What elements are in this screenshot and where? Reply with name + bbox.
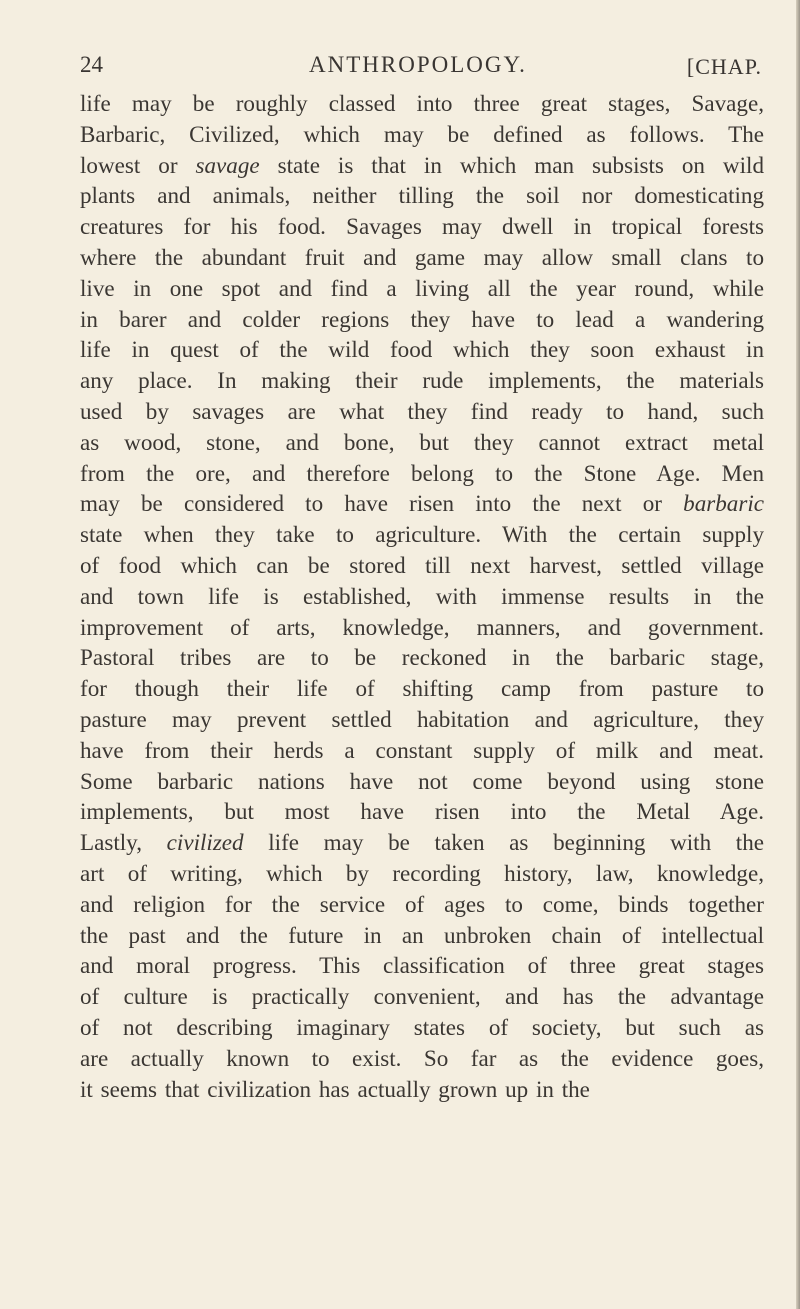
- text-run: life may be roughly classed into three great stages, Savage,: [80, 90, 764, 116]
- text-line: [80, 642, 764, 673]
- text-run: plants and animals, neither tilling the soil nor domesticating: [80, 182, 764, 209]
- text-run: Barbaric, Civilized, which may be defined as follows. The: [80, 120, 764, 147]
- text-run: implements, but most have risen into the Metal Age.: [80, 798, 764, 825]
- italic-term: barbaric: [683, 490, 764, 517]
- text-run: the past and the future in an unbroken chain of intellectual: [80, 921, 764, 948]
- text-run: of food which can be stored till next harvest, settled village: [80, 551, 764, 578]
- text-line: [80, 458, 764, 489]
- text-line: [80, 735, 764, 766]
- text-line: [80, 427, 764, 458]
- text-run: of not describing imaginary states of society, but such as: [80, 1013, 764, 1040]
- text-run: state is that in which man subsists on wild: [259, 151, 764, 178]
- text-line: [80, 88, 764, 119]
- text-line: [80, 858, 764, 889]
- text-line: [80, 673, 764, 704]
- text-run: life in quest of the wild food which they soon exhaust in: [80, 336, 764, 363]
- text-run: lowest or: [80, 151, 196, 178]
- text-line: [80, 612, 764, 643]
- text-run: as wood, stone, and bone, but they cannot extract metal: [80, 428, 764, 455]
- text-run: Pastoral tribes are to be reckoned in the barbaric stage,: [80, 644, 764, 671]
- text-line: [80, 950, 764, 981]
- text-run: art of writing, which by recording history, law, knowledge,: [80, 859, 764, 886]
- text-run: improvement of arts, knowledge, manners, and government.: [80, 613, 764, 640]
- running-title: ANTHROPOLOGY.: [309, 52, 527, 77]
- body-text: [80, 88, 764, 1104]
- text-line: [80, 827, 764, 858]
- chapter-mark: [CHAP.: [686, 54, 762, 79]
- text-line: [80, 119, 764, 150]
- text-line: [80, 304, 764, 335]
- text-line: [80, 581, 764, 612]
- text-run: life may be taken as beginning with the: [243, 829, 764, 856]
- text-line: [80, 396, 764, 427]
- text-run: where the abundant fruit and game may allow small clans to: [80, 243, 764, 270]
- text-line: [80, 242, 764, 273]
- text-line: [80, 1074, 764, 1105]
- text-line: [80, 704, 764, 735]
- text-run: for though their life of shifting camp from pasture to: [80, 675, 764, 702]
- text-run: pasture may prevent settled habitation and agriculture, they: [80, 705, 764, 732]
- text-line: [80, 365, 764, 396]
- text-line: [80, 920, 764, 951]
- text-line: [80, 273, 764, 304]
- text-line: [80, 1043, 764, 1074]
- text-run: and town life is established, with immense results in the: [80, 582, 764, 609]
- text-line: [80, 211, 764, 242]
- text-line: [80, 334, 764, 365]
- text-run: creatures for his food. Savages may dwell in tropical forests: [80, 213, 764, 240]
- text-run: any place. In making their rude implements, the materials: [80, 367, 764, 394]
- text-run: may be considered to have risen into the next or: [80, 490, 684, 517]
- text-line: [80, 1012, 764, 1043]
- text-run: used by savages are what they find ready to hand, such: [80, 397, 764, 424]
- text-line: [80, 180, 764, 211]
- text-line: [80, 150, 764, 181]
- page-number: 24: [80, 52, 103, 77]
- text-run: Lastly,: [80, 829, 167, 856]
- text-line: [80, 550, 764, 581]
- text-run: have from their herds a constant supply of milk and meat.: [80, 736, 764, 763]
- text-run: live in one spot and find a living all the year round, while: [80, 274, 764, 301]
- page-edge: [796, 0, 800, 1309]
- text-run: of culture is practically convenient, and has the advantage: [80, 983, 764, 1010]
- text-line: [80, 796, 764, 827]
- running-header: [80, 52, 762, 86]
- text-run: Some barbaric nations have not come beyond using stone: [80, 767, 764, 794]
- text-run: in barer and colder regions they have to lead a wandering: [80, 305, 764, 332]
- text-line: [80, 889, 764, 920]
- text-run: state when they take to agriculture. With the certain supply: [80, 521, 764, 548]
- text-run: from the ore, and therefore belong to the Stone Age. Men: [80, 459, 764, 486]
- text-line: [80, 766, 764, 797]
- text-run: it seems that civilization has actually grown up in the: [80, 1075, 590, 1102]
- text-line: [80, 981, 764, 1012]
- text-line: [80, 488, 764, 519]
- italic-term: civilized: [166, 829, 244, 856]
- text-run: and moral progress. This classification of three great stages: [80, 952, 764, 979]
- italic-term: savage: [195, 151, 260, 178]
- text-run: are actually known to exist. So far as the evidence goes,: [80, 1044, 764, 1071]
- text-line: [80, 519, 764, 550]
- text-run: and religion for the service of ages to come, binds together: [80, 890, 764, 917]
